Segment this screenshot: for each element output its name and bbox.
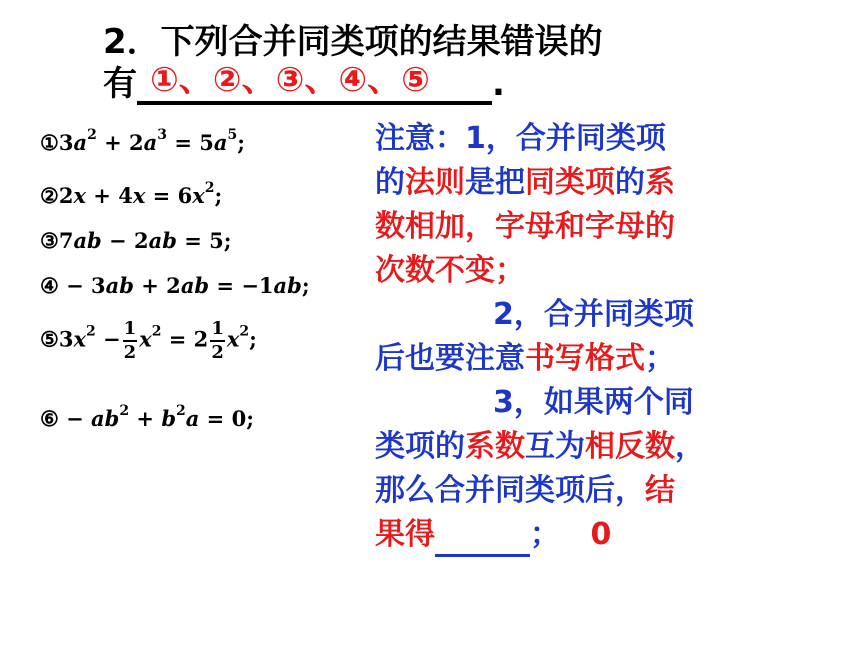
note-line-3: 数相加，字母和字母的 (375, 209, 675, 244)
note-line-9: 那么合并同类项后，结 (375, 473, 675, 508)
equation-1: $①3a^2 + 2a^3 = 5a^5$; (40, 127, 245, 155)
question-prefix: 有 (103, 64, 137, 104)
equation-marker: ⑤ (40, 326, 59, 352)
equation-marker: ① (40, 130, 59, 155)
equation-marker: ④ (40, 273, 59, 298)
question-line-1: 2．下列合并同类项的结果错误的 (103, 22, 603, 62)
note-block (375, 117, 705, 557)
equation-5: $⑤3x^2$ − $\frac{1}{2}$ $x^2 = 2$ $\frac{1}{2}$ $x^2$; (40, 318, 257, 363)
equation-3: ③7ab − 2ab = 5; (40, 228, 232, 253)
fraction-half: $\frac{1}{2}$ (123, 318, 137, 363)
equation-marker: ② (40, 183, 59, 208)
note-line-6: 后也要注意书写格式； (375, 341, 675, 376)
note-blank (435, 528, 530, 557)
answer-text: ①、②、③、④、⑤ (150, 60, 430, 100)
note-answer-zero: 0 (590, 517, 612, 552)
equation-marker: ③ (40, 228, 59, 253)
equation-6: ⑥ − $ab^2 + b^2a = 0$; (40, 403, 254, 431)
equation-4: ④ − 3ab + 2ab = −1ab; (40, 273, 310, 298)
fraction-half: $\frac{1}{2}$ (211, 318, 224, 363)
note-line-7: 3，如果两个同 (493, 385, 694, 420)
note-line-8: 类项的系数互为相反数， (375, 429, 705, 464)
equation-2: ②2x + $4x = 6x^2$; (40, 180, 223, 208)
note-line-10: 果得 ； 0 (375, 513, 705, 557)
note-line-1: 注意：1，合并同类项 (375, 121, 666, 156)
note-line-2: 的法则是把同类项的系 (375, 165, 675, 200)
question-end: . (492, 64, 505, 104)
note-line-4: 次数不变； (375, 253, 525, 288)
note-line-5: 2，合并同类项 (493, 297, 694, 332)
equation-marker: ⑥ (40, 406, 59, 431)
